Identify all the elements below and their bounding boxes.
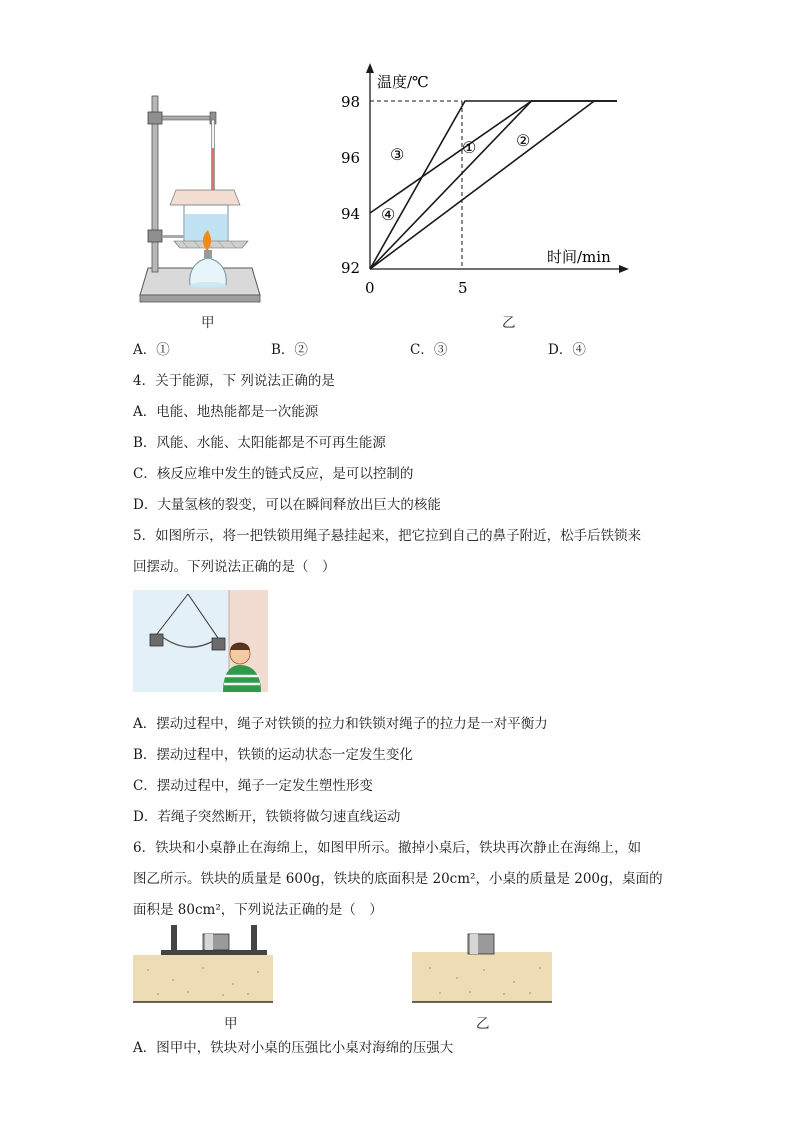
- series-line-3: [370, 101, 617, 213]
- series-line-2: [370, 101, 617, 269]
- y-tick-94: 94: [341, 205, 361, 223]
- q5-stem-line2: 回摆动。下列说法正确的是（ ）: [133, 559, 336, 575]
- q6-stem-line3: 面积是 80cm²，下列说法正确的是（ ）: [133, 902, 383, 918]
- q4-option-c[interactable]: C．核反应堆中发生的链式反应，是可以控制的: [133, 466, 414, 482]
- q5-stem-line1: 5．如图所示，将一把铁锁用绳子悬挂起来，把它拉到自己的鼻子附近，松手后铁锁来: [133, 528, 642, 544]
- q6-stem-line1: 6．铁块和小桌静止在海绵上，如图甲所示。撤掉小桌后，铁块再次静止在海绵上，如: [133, 840, 642, 856]
- q3-temperature-chart: [335, 55, 635, 305]
- q4-option-d[interactable]: D．大量氢核的裂变，可以在瞬间释放出巨大的核能: [133, 497, 441, 513]
- q6-figure-jia: [133, 920, 273, 1005]
- series-line-4: [370, 101, 617, 269]
- series-label-1: ①: [462, 138, 477, 157]
- q3-apparatus-figure: [130, 90, 270, 310]
- q3-option-c[interactable]: C．③: [410, 342, 448, 358]
- q3-figure-jia-caption: 甲: [201, 315, 215, 331]
- q3-figure-yi-caption: 乙: [502, 315, 516, 331]
- q3-option-d[interactable]: D．④: [548, 342, 586, 358]
- series-label-4: ④: [381, 205, 396, 224]
- q5-option-d[interactable]: D．若绳子突然断开，铁锁将做匀速直线运动: [133, 809, 401, 825]
- series-label-3: ③: [390, 145, 405, 164]
- temperature-time-graph: [335, 55, 635, 305]
- table-on-sponge-illustration: [133, 920, 273, 1005]
- iron-stand-heating-illustration: [130, 90, 270, 310]
- q3-option-a[interactable]: A．①: [133, 342, 170, 358]
- q4-option-b[interactable]: B．风能、水能、太阳能都是不可再生能源: [133, 435, 386, 451]
- x-tick-0: 0: [365, 279, 375, 297]
- q5-pendulum-figure: [133, 590, 268, 692]
- block-on-sponge-illustration: [412, 920, 552, 1005]
- chart-x-arrow: [619, 265, 629, 273]
- y-tick-92: 92: [341, 259, 361, 277]
- iron-lock-pendulum-illustration: [133, 590, 268, 692]
- q5-option-b[interactable]: B．摆动过程中，铁锁的运动状态一定发生变化: [133, 747, 413, 763]
- series-label-2: ②: [516, 131, 531, 150]
- series-line-1: [370, 101, 617, 269]
- q4-option-a[interactable]: A．电能、地热能都是一次能源: [133, 404, 319, 420]
- y-tick-98: 98: [341, 93, 361, 111]
- q6-figure-jia-caption: 甲: [224, 1016, 238, 1032]
- chart-ylabel: 温度/℃: [377, 73, 429, 91]
- q6-option-a[interactable]: A．图甲中，铁块对小桌的压强比小桌对海绵的压强大: [133, 1040, 454, 1056]
- q5-option-a[interactable]: A．摆动过程中，绳子对铁锁的拉力和铁锁对绳子的拉力是一对平衡力: [133, 716, 548, 732]
- x-tick-5: 5: [458, 279, 468, 297]
- q5-option-c[interactable]: C．摆动过程中，绳子一定发生塑性形变: [133, 778, 373, 794]
- q3-option-b[interactable]: B．②: [271, 342, 308, 358]
- y-tick-96: 96: [341, 149, 361, 167]
- q6-stem-line2: 图乙所示。铁块的质量是 600g，铁块的底面积是 20cm²，小桌的质量是 200g，桌面的: [133, 871, 663, 887]
- q4-stem: 4．关于能源，下 列说法正确的是: [133, 373, 335, 389]
- q6-figure-yi: [412, 920, 552, 1005]
- q6-figure-yi-caption: 乙: [476, 1016, 490, 1032]
- chart-xlabel: 时间/min: [547, 248, 611, 266]
- chart-y-arrow: [366, 63, 374, 73]
